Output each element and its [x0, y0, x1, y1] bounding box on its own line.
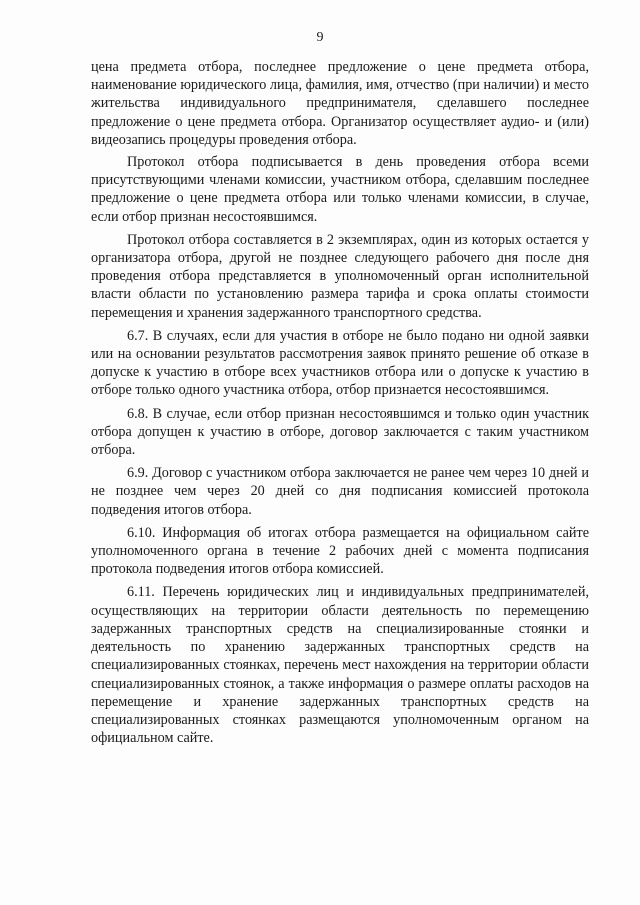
paragraph-6-11: 6.11. Перечень юридических лиц и индивидуальных предпринимателей, осуществляющих на территории области деятельность по перемещению задержанных транспортных средств на специализированные стоянки и деятельность по хранению задержанных транспортных средств на специализированных стоянках, перечень мест нахождения на территории области специализированных стоянок, а также информация о размере оплаты расходов на перемещение и хранение задержанных транспортных средств на специализированных стоянках размещаются уполномоченным органом на официальном сайте.	[91, 584, 589, 747]
paragraph-6-10: 6.10. Информация об итогах отбора размещается на официальном сайте уполномоченного органа в течение 2 рабочих дней с момента подписания протокола подведения итогов отбора комиссией.	[91, 524, 589, 578]
paragraph-protocol-copies: Протокол отбора составляется в 2 экземплярах, один из которых остается у организатора отбора, другой не позднее следующего рабочего дня после дня проведения отбора представляется в уполномоченный орган исполнительной власти области по установлению размера тарифа и срока оплаты стоимости перемещения и хранения задержанного транспортного средства.	[91, 231, 589, 321]
paragraph-6-7: 6.7. В случаях, если для участия в отборе не было подано ни одной заявки или на основании результатов рассмотрения заявок принято решение об отказе в допуске к участию в отборе всех участников отбора или о допуске к участию в отборе только одного участника отбора, отбор признается несостоявшимся.	[91, 327, 589, 399]
paragraph-6-9: 6.9. Договор с участником отбора заключается не ранее чем через 10 дней и не позднее чем через 20 дней со дня подписания комиссией протокола подведения итогов отбора.	[91, 465, 589, 518]
paragraph-continuation: цена предмета отбора, последнее предложение о цене предмета отбора, наименование юридического лица, фамилия, имя, отчество (при наличии) и место жительства индивидуального предпринимателя, сделавшего последнее предложение о цене предмета отбора. Организатор осуществляет аудио- и (или) видеозапись процедуры проведения отбора.	[91, 59, 589, 148]
document-body	[91, 58, 589, 752]
page-number: 9	[316, 30, 324, 45]
paragraph-protocol-signing: Протокол отбора подписывается в день проведения отбора всеми присутствующими членами комиссии, участником отбора, сделавшим последнее предложение о цене предмета отбора или только членами комиссии, в случае, если отбор признан несостоявшимся.	[91, 154, 589, 225]
paragraph-6-8: 6.8. В случае, если отбор признан несостоявшимся и только один участник отбора допущен к участию в отборе, договор заключается с таким участником отбора.	[91, 405, 589, 459]
